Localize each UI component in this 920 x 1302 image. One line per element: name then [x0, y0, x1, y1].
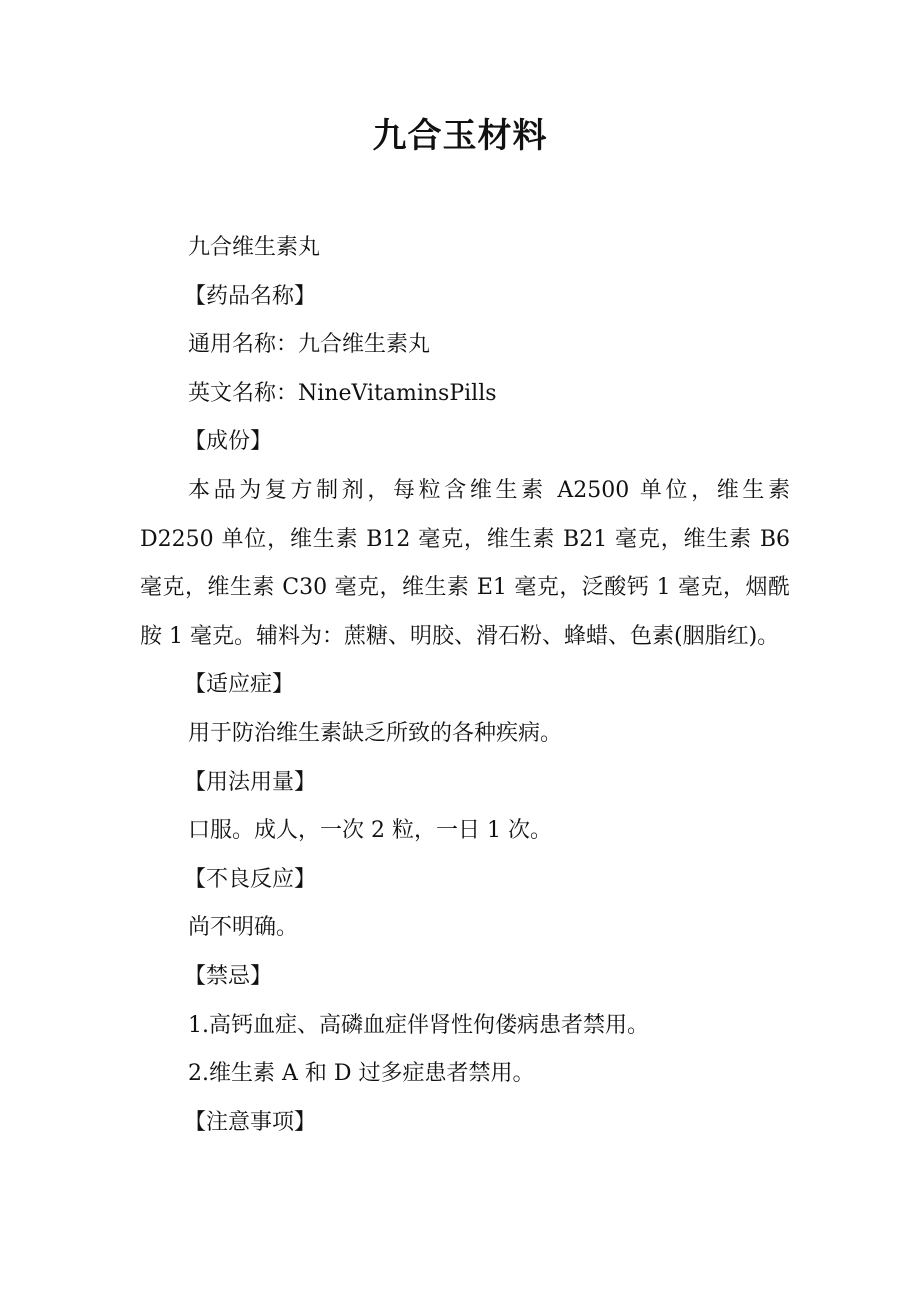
section-heading-contraindications: 【禁忌】 — [184, 963, 273, 989]
section-heading-adverse-reactions: 【不良反应】 — [184, 866, 317, 892]
paragraph-contraindication-2: 2.维生素 A 和 D 过多症患者禁用。 — [188, 1061, 535, 1087]
paragraph-ingredients: 本品为复方制剂，每粒含维生素 A2500 单位，维生素 D2250 单位，维生素 B12 毫克，维生素 B21 毫克，维生素 B6 毫克，维生素 C30 毫克，维生素 E1 毫克，泛酸钙 1 毫克，烟酰胺 1 毫克。辅料为：蔗糖、明胶、滑石粉、蜂蜡、色素(胭脂红)。 — [140, 477, 790, 649]
paragraph-english-name: 英文名称：NineVitaminsPills — [188, 380, 497, 406]
section-heading-dosage: 【用法用量】 — [184, 769, 317, 795]
paragraph-adverse-reactions: 尚不明确。 — [188, 915, 299, 941]
paragraph-generic-name: 通用名称：九合维生素丸 — [188, 332, 431, 358]
section-heading-ingredients: 【成份】 — [184, 429, 273, 455]
document-body — [140, 224, 790, 1147]
paragraph-drug-title: 九合维生素丸 — [188, 235, 321, 260]
paragraph-dosage: 口服。成人，一次 2 粒，一日 1 次。 — [188, 818, 552, 844]
section-heading-drug-name: 【药品名称】 — [184, 283, 317, 309]
section-heading-indications: 【适应症】 — [184, 672, 295, 698]
paragraph-indications: 用于防治维生素缺乏所致的各种疾病。 — [188, 720, 563, 746]
section-heading-precautions: 【注意事项】 — [184, 1109, 317, 1135]
document-title: 九合玉材料 — [372, 116, 548, 156]
paragraph-contraindication-1: 1.高钙血症、高磷血症伴肾性佝偻病患者禁用。 — [188, 1012, 649, 1038]
